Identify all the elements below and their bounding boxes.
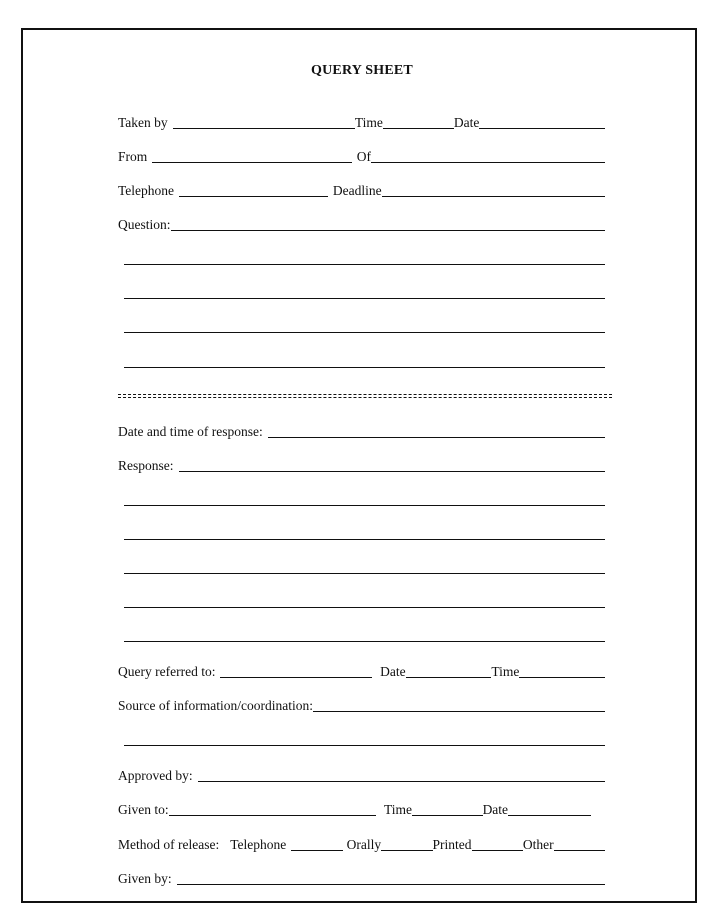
row-taken-by xyxy=(118,113,605,131)
approved-by-label: Approved by: xyxy=(118,768,193,783)
given-by-field[interactable] xyxy=(177,884,605,885)
question-line[interactable] xyxy=(124,298,605,299)
given-to-field[interactable] xyxy=(169,815,376,816)
other-label: Other xyxy=(522,837,554,852)
question-line[interactable] xyxy=(124,332,605,333)
orally-field[interactable] xyxy=(381,850,432,851)
given-date-label: Date xyxy=(482,802,509,817)
taken-by-field[interactable] xyxy=(173,128,355,129)
from-field[interactable] xyxy=(152,162,351,163)
printed-label: Printed xyxy=(432,837,472,852)
question-field[interactable] xyxy=(171,230,606,231)
date-field[interactable] xyxy=(479,128,605,129)
orally-label: Orally xyxy=(346,837,382,852)
release-telephone-field[interactable] xyxy=(291,850,342,851)
other-field[interactable] xyxy=(554,850,605,851)
referred-time-field[interactable] xyxy=(519,677,605,678)
telephone-label: Telephone xyxy=(118,183,175,198)
response-line[interactable] xyxy=(124,539,605,540)
response-line[interactable] xyxy=(124,505,605,506)
date-label: Date xyxy=(453,115,480,130)
release-telephone-label: Telephone xyxy=(230,837,287,852)
referred-date-field[interactable] xyxy=(406,677,492,678)
row-response-time xyxy=(118,422,605,440)
telephone-field[interactable] xyxy=(179,196,328,197)
response-time-field[interactable] xyxy=(268,437,605,438)
row-from xyxy=(118,147,605,165)
row-source xyxy=(118,696,605,714)
response-time-label: Date and time of response: xyxy=(118,424,263,439)
row-response xyxy=(118,456,605,474)
query-referred-field[interactable] xyxy=(220,677,372,678)
row-given-to xyxy=(118,800,591,818)
of-field[interactable] xyxy=(371,162,605,163)
time-field[interactable] xyxy=(383,128,454,129)
given-time-field[interactable] xyxy=(412,815,483,816)
response-field[interactable] xyxy=(179,471,606,472)
response-label: Response: xyxy=(118,458,174,473)
approved-by-field[interactable] xyxy=(198,781,605,782)
from-label: From xyxy=(118,149,148,164)
referred-time-label: Time xyxy=(491,664,520,679)
row-telephone xyxy=(118,181,605,199)
question-line[interactable] xyxy=(124,264,605,265)
question-label: Question: xyxy=(118,217,171,232)
response-line[interactable] xyxy=(124,573,605,574)
row-method-of-release xyxy=(118,835,605,853)
source-line[interactable] xyxy=(124,745,605,746)
referred-date-label: Date xyxy=(380,664,406,679)
row-query-referred xyxy=(118,662,605,680)
question-line[interactable] xyxy=(124,367,605,368)
time-label: Time xyxy=(354,115,383,130)
given-to-label: Given to: xyxy=(118,802,169,817)
query-referred-label: Query referred to: xyxy=(118,664,216,679)
deadline-field[interactable] xyxy=(382,196,605,197)
deadline-label: Deadline xyxy=(332,183,382,198)
given-time-label: Time xyxy=(384,802,413,817)
row-approved-by xyxy=(118,766,605,784)
source-label: Source of information/coordination: xyxy=(118,698,313,713)
row-question xyxy=(118,215,605,233)
method-of-release-label: Method of release: xyxy=(118,837,220,852)
source-field[interactable] xyxy=(313,711,605,712)
given-by-label: Given by: xyxy=(118,871,172,886)
printed-field[interactable] xyxy=(472,850,523,851)
response-line[interactable] xyxy=(124,607,605,608)
row-given-by xyxy=(118,869,605,887)
given-date-field[interactable] xyxy=(508,815,591,816)
response-line[interactable] xyxy=(124,641,605,642)
taken-by-label: Taken by xyxy=(118,115,168,130)
form-title: QUERY SHEET xyxy=(311,63,413,78)
of-label: Of xyxy=(356,149,371,164)
section-divider xyxy=(118,394,612,398)
